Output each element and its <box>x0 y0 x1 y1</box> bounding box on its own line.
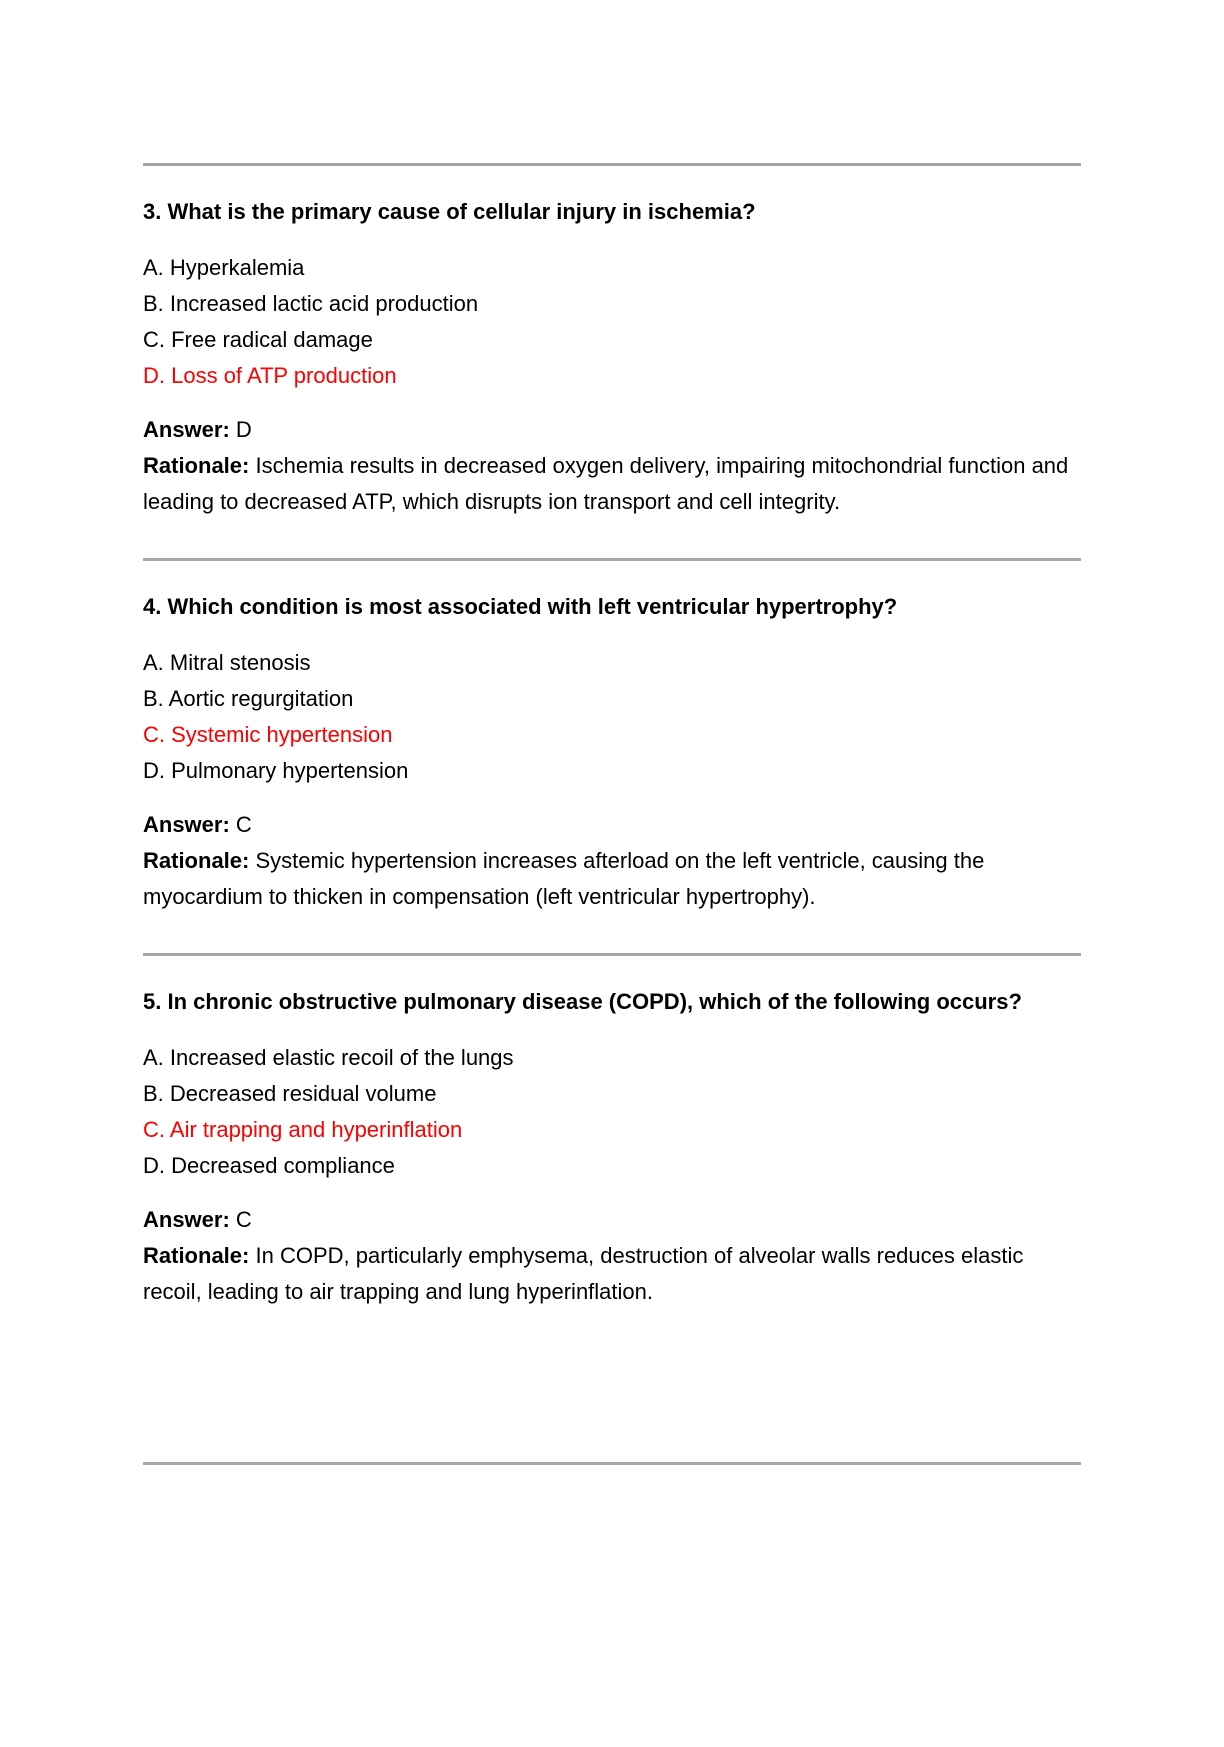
section-divider <box>143 1462 1081 1465</box>
options-list <box>143 250 1081 394</box>
rationale-line <box>143 1238 1081 1310</box>
option-c: C. Air trapping and hyperinflation <box>143 1117 463 1142</box>
section-divider <box>143 558 1081 561</box>
question-title: 3. What is the primary cause of cellular injury in ischemia? <box>143 199 756 224</box>
option-d: D. Loss of ATP production <box>143 363 397 388</box>
option-a: A. Hyperkalemia <box>143 255 305 280</box>
option-b: B. Decreased residual volume <box>143 1081 437 1106</box>
rationale-text: Systemic hypertension increases afterload on the left ventricle, causing the myocardium to thicken in compensation (left ventricular hypertrophy). <box>143 848 985 909</box>
option-d: D. Decreased compliance <box>143 1153 395 1178</box>
option-b: B. Increased lactic acid production <box>143 291 479 316</box>
question-section-5 <box>143 984 1081 1310</box>
section-divider <box>143 953 1081 956</box>
answer-label: Answer: <box>143 417 230 442</box>
question-section-3 <box>143 194 1081 520</box>
question-title: 5. In chronic obstructive pulmonary disease (COPD), which of the following occurs? <box>143 989 1022 1014</box>
rationale-label: Rationale: <box>143 1243 250 1268</box>
answer-value: D <box>235 417 252 442</box>
document-page <box>143 163 1081 1465</box>
option-a: A. Mitral stenosis <box>143 650 311 675</box>
option-c: C. Free radical damage <box>143 327 373 352</box>
option-d: D. Pulmonary hypertension <box>143 758 409 783</box>
answer-line <box>143 1202 1081 1238</box>
answer-label: Answer: <box>143 812 230 837</box>
rationale-label: Rationale: <box>143 453 250 478</box>
question-section-4 <box>143 589 1081 915</box>
option-a: A. Increased elastic recoil of the lungs <box>143 1045 514 1070</box>
rationale-line <box>143 448 1081 520</box>
rationale-text: Ischemia results in decreased oxygen delivery, impairing mitochondrial function and leading to decreased ATP, which disrupts ion transport and cell integrity. <box>143 453 1069 514</box>
answer-label: Answer: <box>143 1207 230 1232</box>
options-list <box>143 1040 1081 1184</box>
options-list <box>143 645 1081 789</box>
answer-value: C <box>235 812 252 837</box>
rationale-label: Rationale: <box>143 848 250 873</box>
question-title: 4. Which condition is most associated with left ventricular hypertrophy? <box>143 594 898 619</box>
section-divider <box>143 163 1081 166</box>
rationale-line <box>143 843 1081 915</box>
answer-value: C <box>235 1207 252 1232</box>
option-b: B. Aortic regurgitation <box>143 686 354 711</box>
answer-block <box>143 412 1081 520</box>
answer-line <box>143 807 1081 843</box>
answer-block <box>143 1202 1081 1310</box>
answer-line <box>143 412 1081 448</box>
option-c: C. Systemic hypertension <box>143 722 393 747</box>
rationale-text: In COPD, particularly emphysema, destruction of alveolar walls reduces elastic recoil, leading to air trapping and lung hyperinflation. <box>143 1243 1024 1304</box>
answer-block <box>143 807 1081 915</box>
